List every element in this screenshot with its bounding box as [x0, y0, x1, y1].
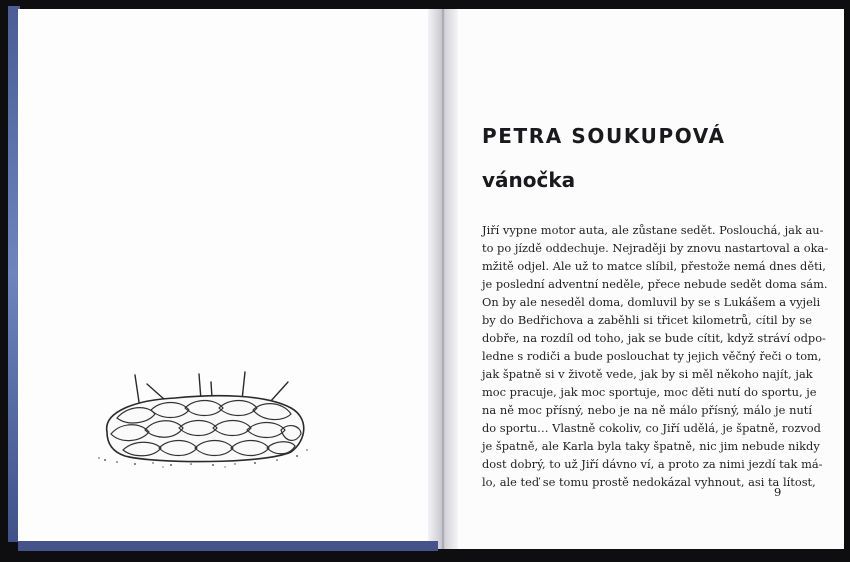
- body-line: On by ale neseděl doma, domluvil by se s Lukášem a vyjeli: [482, 295, 821, 309]
- body-line: lo, ale teď se tomu prostě nedokázal vyhnout, asi ta lítost,: [482, 475, 816, 489]
- author-name: PETRA SOUKUPOVÁ: [482, 124, 726, 148]
- book-cover-bottom-edge: [18, 541, 438, 551]
- body-line: mžitě odjel. Ale už to matce slíbil, přestože nemá dnes děti,: [482, 259, 826, 273]
- body-line: dost dobrý, to už Jiří dávno ví, a proto za nimi jezdí tak má-: [482, 457, 823, 471]
- body-line: do sportu… Vlastně cokoliv, co Jiří udělá, je špatně, rozvod: [482, 421, 821, 435]
- body-line: to po jízdě oddechuje. Nejraději by znovu nastartoval a oka-: [482, 241, 829, 255]
- body-line: na ně moc přísný, nebo je na ně málo přísný, málo je nutí: [482, 403, 812, 417]
- body-line: dobře, na rozdíl od toho, jak se bude cítit, když stráví odpo-: [482, 331, 826, 345]
- body-line: by do Bedřichova a zaběhli si třicet kilometrů, cítil by se: [482, 313, 812, 327]
- story-body: [482, 221, 829, 491]
- body-line: Jiří vypne motor auta, ale zůstane sedět. Poslouchá, jak au-: [482, 223, 824, 237]
- story-title: vánočka: [482, 168, 576, 192]
- braided-christmas-bread-icon: [95, 360, 315, 470]
- body-line: je špatně, ale Karla byla taky špatně, nic jim nebude nikdy: [482, 439, 820, 453]
- body-line: moc pracuje, jak moc sportuje, moc děti nutí do sportu, je: [482, 385, 817, 399]
- body-line: je poslední adventní neděle, přece nebude sedět doma sám.: [482, 277, 828, 291]
- body-line: ledne s rodiči a bude poslouchat ty jejich věčný řeči o tom,: [482, 349, 822, 363]
- body-line: jak špatně si v životě vede, jak by si měl někoho najít, jak: [482, 367, 813, 381]
- page-number: 9: [774, 485, 782, 499]
- book-gutter: [428, 9, 458, 549]
